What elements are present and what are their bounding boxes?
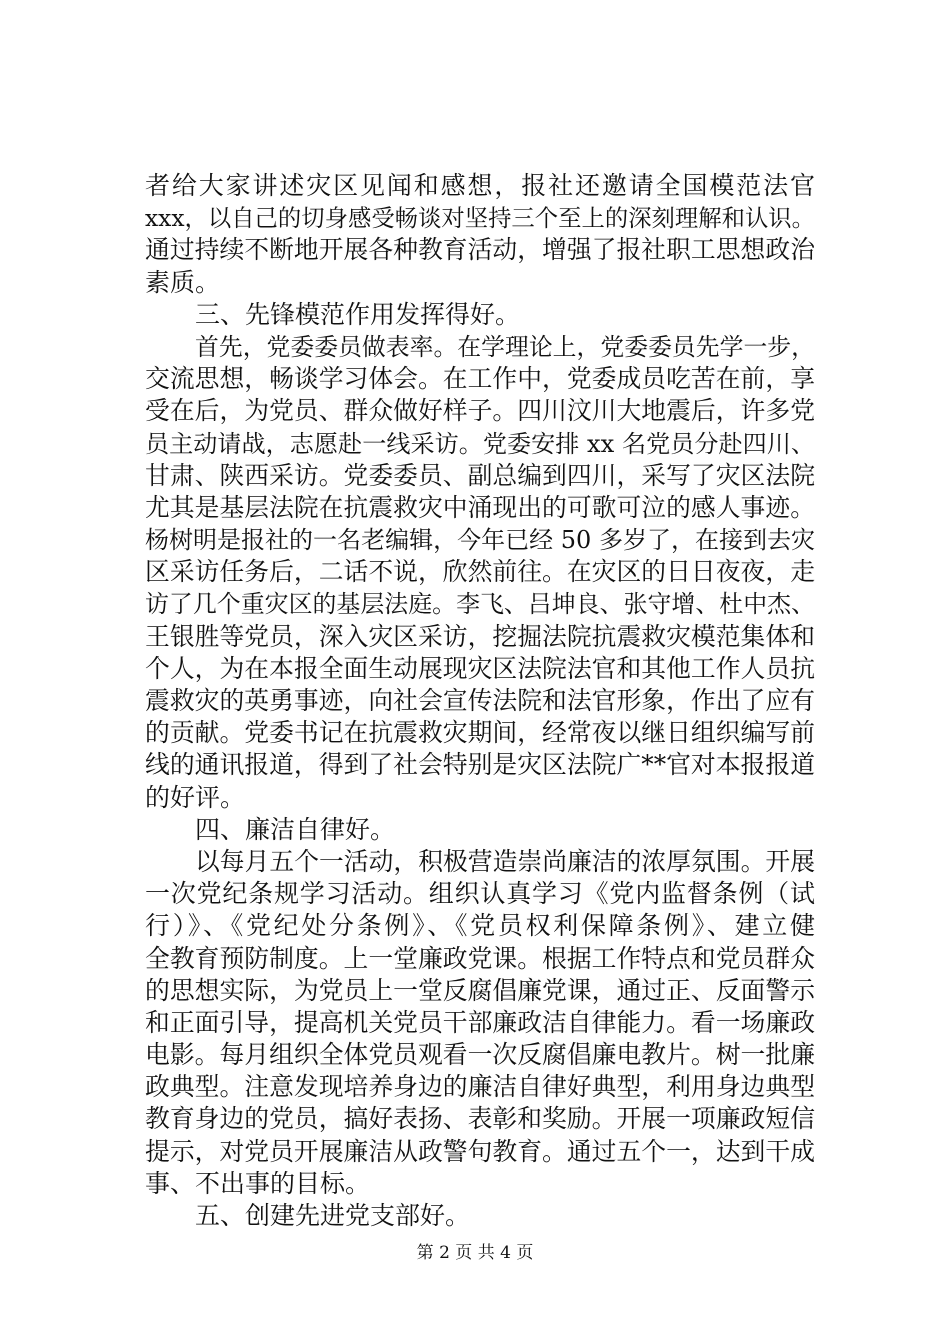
body-line: 的思想实际，为党员上一堂反腐倡廉党课，通过正、反面警示 <box>145 975 815 1005</box>
document-body <box>145 170 815 1232</box>
body-line: 政典型。注意发现培养身边的廉洁自律好典型，利用身边典型 <box>145 1072 815 1102</box>
body-line: 和正面引导，提高机关党员干部廉政洁自律能力。看一场廉政 <box>145 1007 815 1037</box>
body-line: 提示，对党员开展廉洁从政警句教育。通过五个一，达到干成 <box>145 1136 815 1166</box>
body-line: 者给大家讲述灾区见闻和感想，报社还邀请全国模范法官 <box>145 171 815 200</box>
body-line: 甘肃、陕西采访。党委委员、副总编到四川，采写了灾区法院 <box>145 460 815 490</box>
body-line: 的贡献。党委书记在抗震救灾期间，经常夜以继日组织编写前 <box>145 718 815 748</box>
section-heading: 五、创建先进党支部好。 <box>195 1201 471 1230</box>
body-line: 尤其是基层法院在抗震救灾中涌现出的可歌可泣的感人事迹。 <box>145 492 815 522</box>
body-line: 行）》、《党纪处分条例》、《党员权利保障条例》、建立健 <box>145 911 815 941</box>
body-line: 事、不出事的目标。 <box>145 1168 371 1198</box>
body-line: xxx，以自己的切身感受畅谈对坚持三个至上的深刻理解和认识。 <box>145 204 815 233</box>
body-line: 杨树明是报社的一名老编辑，今年已经 50 多岁了，在接到去灾 <box>145 526 815 555</box>
body-line: 素质。 <box>145 267 221 297</box>
body-line: 王银胜等党员，深入灾区采访，挖掘法院抗震救灾模范集体和 <box>145 621 815 651</box>
body-line: 通过持续不断地开展各种教育活动，增强了报社职工思想政治 <box>145 235 815 265</box>
body-line: 以每月五个一活动，积极营造崇尚廉洁的浓厚氛围。开展 <box>195 846 815 876</box>
body-line: 电影。每月组织全体党员观看一次反腐倡廉电教片。树一批廉 <box>145 1040 815 1070</box>
body-line: 震救灾的英勇事迹，向社会宣传法院和法官形象，作出了应有 <box>145 686 815 715</box>
page-number-footer: 第 2 页 共 4 页 <box>416 1243 534 1263</box>
body-line: 员主动请战，志愿赴一线采访。党委安排 xx 名党员分赴四川、 <box>145 429 815 458</box>
body-line: 教育身边的党员，搞好表扬、表彰和奖励。开展一项廉政短信 <box>145 1104 815 1134</box>
body-line: 全教育预防制度。上一堂廉政党课。根据工作特点和党员群众 <box>145 943 815 973</box>
body-line: 访了几个重灾区的基层法庭。李飞、吕坤良、张守增、杜中杰、 <box>145 590 815 619</box>
body-line: 区采访任务后，二话不说，欣然前往。在灾区的日日夜夜，走 <box>145 557 815 587</box>
body-line: 的好评。 <box>145 782 246 812</box>
body-line: 一次党纪条规学习活动。组织认真学习《党内监督条例（试 <box>145 879 815 909</box>
section-heading: 三、先锋模范作用发挥得好。 <box>195 299 521 329</box>
body-line: 受在后，为党员、群众做好样子。四川汶川大地震后，许多党 <box>145 396 815 426</box>
body-line: 线的通讯报道，得到了社会特别是灾区法院广**官对本报报道 <box>145 750 815 780</box>
section-heading: 四、廉洁自律好。 <box>195 814 396 844</box>
body-line: 交流思想，畅谈学习体会。在工作中，党委成员吃苦在前，享 <box>145 364 815 394</box>
body-line: 个人，为在本报全面生动展现灾区法院法官和其他工作人员抗 <box>145 653 815 683</box>
body-line: 首先，党委委员做表率。在学理论上，党委委员先学一步， <box>195 332 815 361</box>
